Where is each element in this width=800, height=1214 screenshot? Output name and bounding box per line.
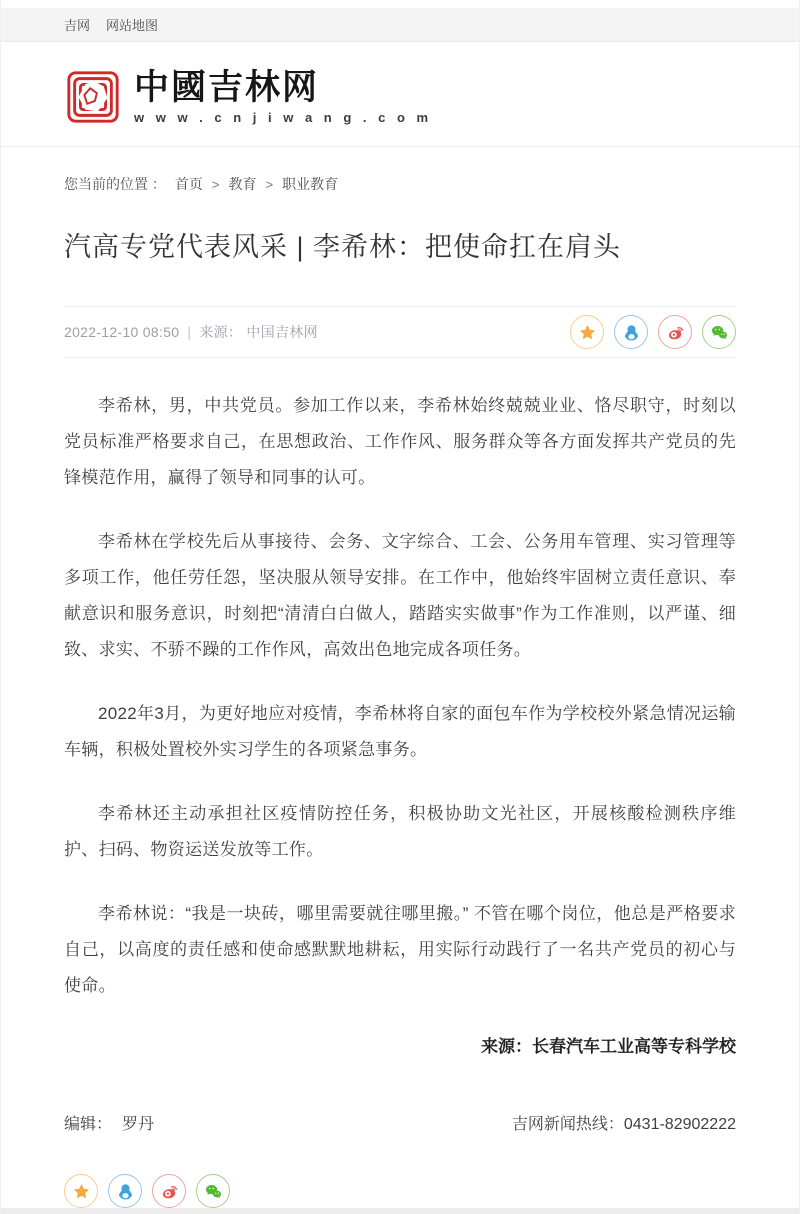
breadcrumb-separator: > [265, 176, 274, 192]
article-body [64, 358, 736, 1004]
qzone-share-button[interactable] [570, 315, 604, 349]
article-meta [64, 322, 318, 342]
wechat-share-button[interactable] [196, 1174, 230, 1208]
qzone-star-icon [578, 323, 597, 342]
breadcrumb-separator: > [211, 176, 220, 192]
breadcrumb-item-vocational-education[interactable]: 职业教育 [282, 176, 339, 192]
article-title: 汽高专党代表风采 | 李希林：把使命扛在肩头 [64, 232, 622, 262]
topbar-link-jiwang[interactable]: 吉网 [64, 18, 91, 33]
qq-share-button[interactable] [614, 315, 648, 349]
breadcrumb-item-education[interactable]: 教育 [228, 176, 257, 192]
weibo-share-button[interactable] [152, 1174, 186, 1208]
site-header [64, 42, 736, 146]
source-label: 来源： [199, 324, 243, 340]
article-paragraph: 李希林在学校先后从事接待、会务、文字综合、工会、公务用车管理、实习管理等多项工作，他任劳任怨，坚决服从领导安排。在工作中，他始终牢固树立责任意识、奉献意识和服务意识，时刻把“清清白白做人，踏踏实实做事”作为工作准则，以严谨、细致、求实、不骄不躁的工作作风，高效出色地完成各项任务。 [64, 532, 736, 659]
article-paragraph: 李希林还主动承担社区疫情防控任务，积极协助文光社区，开展核酸检测秩序维护、扫码、物资运送发放等工作。 [64, 804, 736, 859]
wechat-icon [204, 1182, 223, 1201]
site-url: w w w . c n j i w a n g . c o m [134, 110, 433, 125]
editor-label: 编辑： [64, 1116, 113, 1133]
site-logo[interactable] [64, 68, 736, 126]
qzone-share-button[interactable] [64, 1174, 98, 1208]
news-hotline: 吉网新闻热线：0431-82902222 [511, 1116, 736, 1133]
qq-share-button[interactable] [108, 1174, 142, 1208]
qzone-star-icon [72, 1182, 91, 1201]
breadcrumb-item-home[interactable]: 首页 [174, 176, 203, 192]
topbar-link-sitemap[interactable]: 网站地图 [106, 18, 159, 33]
article-paragraph: 李希林说：“我是一块砖，哪里需要就往哪里搬。” 不管在哪个岗位，他总是严格要求自己，以高度的责任感和使命感默默地耕耘，用实际行动践行了一名共产党员的初心与使命。 [64, 904, 736, 995]
editor-line [64, 1111, 154, 1134]
weibo-share-button[interactable] [658, 315, 692, 349]
site-name: 中國吉林网 [134, 67, 320, 108]
article-meta-row [64, 306, 736, 358]
page-bottom-edge [1, 1208, 799, 1214]
weibo-icon [666, 323, 685, 342]
jilin-seal-icon [64, 68, 122, 126]
publish-date: 2022-12-10 08:50 [64, 324, 180, 340]
article-source-footer: 来源：长春汽车工业高等专科学校 [481, 1037, 736, 1056]
source-name: 中国吉林网 [246, 324, 318, 340]
meta-pipe: | [187, 324, 192, 340]
breadcrumb-label: 您当前的位置 ： [64, 176, 166, 192]
share-row-top [570, 315, 736, 349]
article-paragraph: 李希林，男，中共党员。参加工作以来，李希林始终兢兢业业、恪尽职守，时刻以党员标准严格要求自己，在思想政治、工作作风、服务群众等各方面发挥共产党员的先锋模范作用，赢得了领导和同事的认可。 [64, 396, 736, 487]
qq-penguin-icon [622, 323, 641, 342]
breadcrumb [64, 147, 736, 216]
article-paragraph: 2022年3月，为更好地应对疫情，李希林将自家的面包车作为学校校外紧急情况运输车辆，积极处置校外实习学生的各项紧急事务。 [64, 704, 736, 759]
wechat-share-button[interactable] [702, 315, 736, 349]
share-row-bottom [64, 1174, 736, 1208]
wechat-icon [710, 323, 729, 342]
qq-penguin-icon [116, 1182, 135, 1201]
weibo-icon [160, 1182, 179, 1201]
article-footer-row [64, 1111, 736, 1134]
top-links-bar [1, 8, 799, 42]
editor-name: 罗丹 [122, 1116, 155, 1133]
